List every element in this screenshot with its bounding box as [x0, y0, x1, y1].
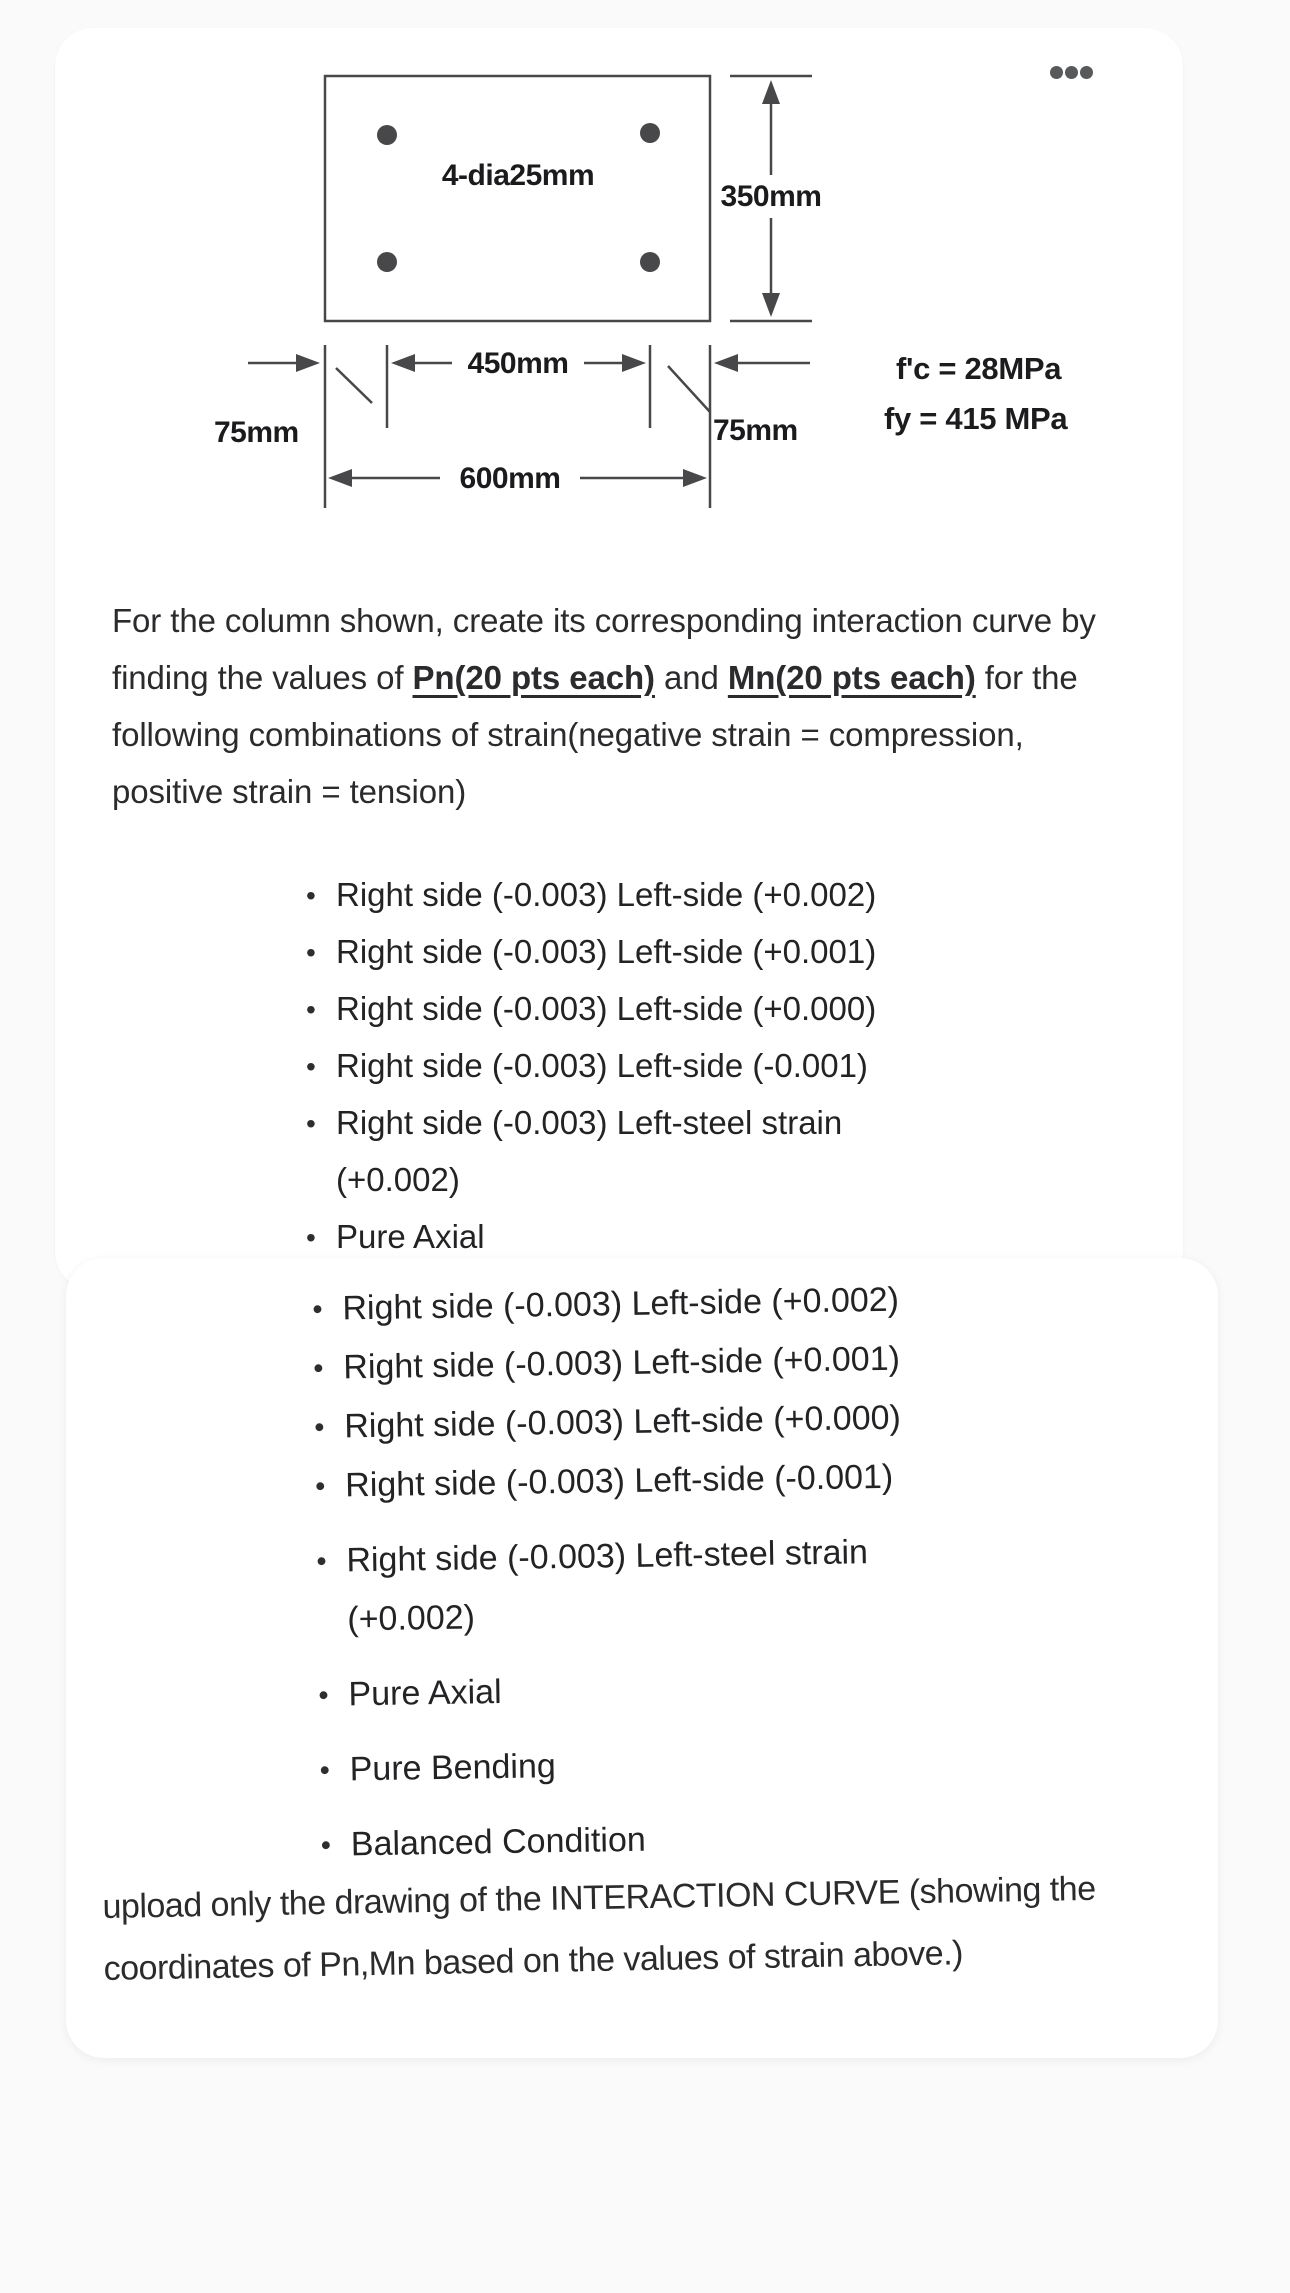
column-cross-section-diagram [140, 40, 900, 560]
rebar-dot-top-left [377, 125, 397, 145]
strain-list-item: • Right side (-0.003) Left-side (-0.001) [300, 1037, 945, 1094]
arrowhead-left [714, 354, 738, 372]
strain-list-item: • Pure Bending [313, 1731, 974, 1800]
column-outline [325, 76, 710, 321]
steel-yield-label: fy = 415 MPa [884, 401, 1068, 436]
strain-list-item: • Right side (-0.003) Left-steel strain (+0.002) [300, 1094, 945, 1208]
intro-text: and [654, 659, 728, 696]
dim-slash-right [668, 366, 710, 412]
more-options-button[interactable] [1046, 62, 1097, 83]
concrete-strength-label: f'c = 28MPa [896, 351, 1062, 386]
pn-points-emphasis: Pn(20 pts each) [412, 659, 655, 696]
arrowhead-left [391, 354, 415, 372]
rebar-dot-bottom-right [640, 252, 660, 272]
strain-combination-list-first [300, 866, 945, 1265]
cover-right-dimension-label: 75mm [713, 414, 798, 447]
intro-text: for the following combinations of strain(negative strain = compression, positive strain = tension) [112, 659, 1078, 810]
arrowhead-right [296, 354, 320, 372]
arrowhead-left [328, 469, 352, 487]
strain-list-item: • Right side (-0.003) Left-steel strain (+0.002) [310, 1522, 972, 1650]
strain-list-item: • Right side (-0.003) Left-side (+0.000) [308, 1388, 969, 1457]
upload-instructions: upload only the drawing of the INTERACTION CURVE (showing the coordinates of Pn,Mn based on the values of strain above.) [102, 1869, 1096, 1988]
width-dimension-label: 600mm [459, 462, 561, 495]
more-options-dot [1080, 66, 1093, 79]
more-options-dot [1065, 66, 1078, 79]
mn-points-emphasis: Mn(20 pts each) [727, 659, 976, 696]
strain-list-item: • Right side (-0.003) Left-side (+0.002) [300, 866, 945, 923]
cover-left-dimension-label: 75mm [214, 416, 299, 449]
rebar-label: 4-dia25mm [441, 159, 595, 192]
more-options-dot [1050, 66, 1063, 79]
strain-combination-list-second [306, 1270, 975, 1875]
strain-list-item: • Pure Axial [300, 1208, 945, 1265]
column-diagram-svg [140, 40, 900, 560]
problem-statement [112, 592, 1132, 820]
strain-list-item: • Right side (-0.003) Left-side (+0.002) [306, 1270, 967, 1339]
strain-list-item: • Right side (-0.003) Left-side (+0.001) [307, 1329, 968, 1398]
strain-list-item: • Right side (-0.003) Left-side (+0.001) [300, 923, 945, 980]
arrowhead-down [762, 293, 780, 317]
arrowhead-up [762, 80, 780, 104]
strain-list-item: • Pure Axial [312, 1656, 973, 1725]
rebar-dot-top-right [640, 123, 660, 143]
rebar-dot-bottom-left [377, 252, 397, 272]
arrowhead-right [622, 354, 646, 372]
strain-list-item: • Balanced Condition [314, 1806, 975, 1875]
bar-spacing-dimension-label: 450mm [467, 347, 569, 380]
intro-text: For the column shown, create its corresponding interaction curve by finding the values of [112, 602, 1096, 696]
arrowhead-right [683, 469, 707, 487]
height-dimension-label: 350mm [720, 180, 822, 213]
dim-slash-left [336, 368, 372, 403]
material-properties [884, 344, 1067, 444]
strain-list-item: • Right side (-0.003) Left-side (+0.000) [300, 980, 945, 1037]
strain-list-item: • Right side (-0.003) Left-side (-0.001) [309, 1447, 970, 1516]
